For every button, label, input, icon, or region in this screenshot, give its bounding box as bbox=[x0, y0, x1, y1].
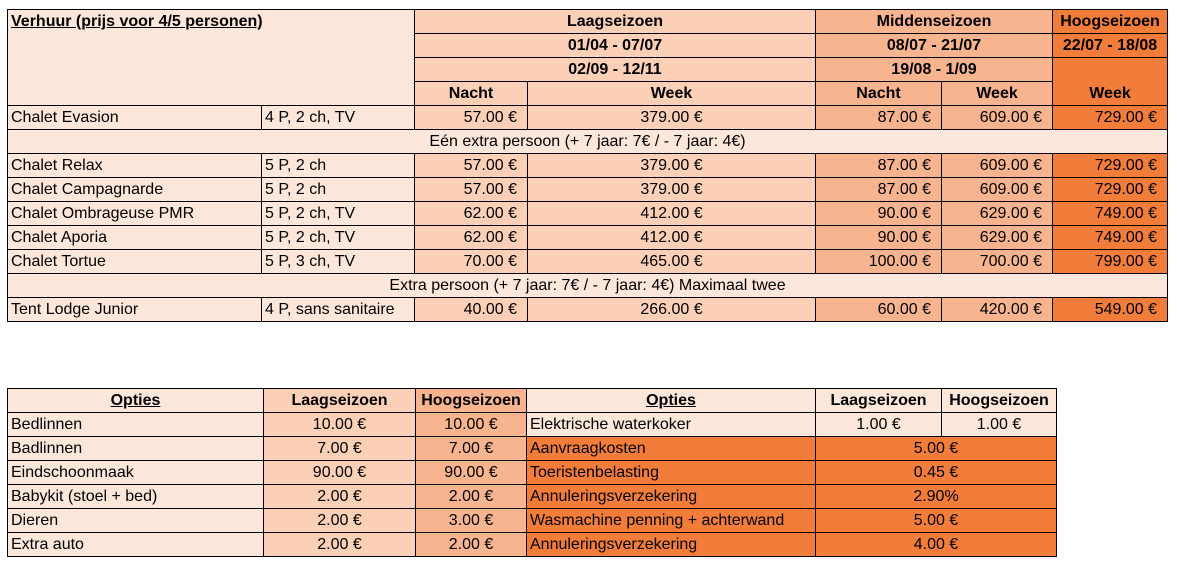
table-row bbox=[8, 413, 1057, 437]
low-week-price: 412.00 € bbox=[528, 226, 816, 250]
accommodation-desc: 5 P, 2 ch, TV bbox=[262, 226, 415, 250]
table-row bbox=[8, 437, 1057, 461]
option-name-right: Toeristenbelasting bbox=[527, 461, 816, 485]
option-high-price: 10.00 € bbox=[416, 413, 527, 437]
low-season-header: Laagseizoen bbox=[415, 10, 816, 34]
accommodation-name: Tent Lodge Junior bbox=[8, 298, 262, 322]
table-row bbox=[8, 298, 1168, 322]
mid-week-price: 420.00 € bbox=[942, 298, 1053, 322]
option-name: Extra auto bbox=[8, 533, 264, 557]
rental-title bbox=[8, 10, 415, 106]
high-week-price: 729.00 € bbox=[1053, 106, 1168, 130]
options-low-header-left: Laagseizoen bbox=[264, 389, 416, 413]
low-week-price: 412.00 € bbox=[528, 202, 816, 226]
mid-night-price: 90.00 € bbox=[816, 202, 942, 226]
table-row bbox=[8, 533, 1057, 557]
low-night-price: 70.00 € bbox=[415, 250, 528, 274]
options-header-right: Opties bbox=[527, 389, 816, 413]
low-week-price: 379.00 € bbox=[528, 178, 816, 202]
accommodation-name: Chalet Evasion bbox=[8, 106, 262, 130]
low-season-period-2: 02/09 - 12/11 bbox=[415, 58, 816, 82]
option-name: Bedlinnen bbox=[8, 413, 264, 437]
rental-price-table bbox=[7, 9, 1168, 322]
mid-week-header: Week bbox=[942, 82, 1053, 106]
option-value-right: 5.00 € bbox=[816, 509, 1057, 533]
options-high-header-right: Hoogseizoen bbox=[942, 389, 1057, 413]
mid-week-price: 609.00 € bbox=[942, 154, 1053, 178]
low-week-price: 379.00 € bbox=[528, 154, 816, 178]
mid-week-price: 629.00 € bbox=[942, 202, 1053, 226]
option-high-price: 3.00 € bbox=[416, 509, 527, 533]
low-night-price: 40.00 € bbox=[415, 298, 528, 322]
low-night-price: 62.00 € bbox=[415, 226, 528, 250]
accommodation-desc: 5 P, 2 ch, TV bbox=[262, 202, 415, 226]
options-high-header-left: Hoogseizoen bbox=[416, 389, 527, 413]
low-night-price: 57.00 € bbox=[415, 178, 528, 202]
option-low-price: 2.00 € bbox=[264, 533, 416, 557]
option-name-right: Annuleringsverzekering bbox=[527, 533, 816, 557]
low-week-price: 379.00 € bbox=[528, 106, 816, 130]
high-week-header: Week bbox=[1053, 58, 1168, 106]
high-week-price: 749.00 € bbox=[1053, 202, 1168, 226]
high-week-price: 549.00 € bbox=[1053, 298, 1168, 322]
option-name-right: Elektrische waterkoker bbox=[527, 413, 816, 437]
low-night-price: 62.00 € bbox=[415, 202, 528, 226]
rental-title-text: Verhuur (prijs voor 4/5 personen) bbox=[11, 13, 263, 30]
option-high-price: 2.00 € bbox=[416, 485, 527, 509]
extra-person-note: Eén extra persoon (+ 7 jaar: 7€ / - 7 jaar: 4€) bbox=[8, 130, 1168, 154]
option-name: Eindschoonmaak bbox=[8, 461, 264, 485]
option-name-right: Aanvraagkosten bbox=[527, 437, 816, 461]
accommodation-desc: 5 P, 2 ch bbox=[262, 154, 415, 178]
table-row bbox=[8, 461, 1057, 485]
mid-night-price: 90.00 € bbox=[816, 226, 942, 250]
mid-night-price: 60.00 € bbox=[816, 298, 942, 322]
low-week-header: Week bbox=[528, 82, 816, 106]
option-name: Dieren bbox=[8, 509, 264, 533]
table-row bbox=[8, 178, 1168, 202]
option-low-price: 90.00 € bbox=[264, 461, 416, 485]
accommodation-desc: 5 P, 2 ch bbox=[262, 178, 415, 202]
table-row bbox=[8, 250, 1168, 274]
accommodation-desc: 4 P, sans sanitaire bbox=[262, 298, 415, 322]
low-night-price: 57.00 € bbox=[415, 154, 528, 178]
table-row bbox=[8, 485, 1057, 509]
option-name-right: Annuleringsverzekering bbox=[527, 485, 816, 509]
option-name: Babykit (stoel + bed) bbox=[8, 485, 264, 509]
high-season-period-1: 22/07 - 18/08 bbox=[1053, 34, 1168, 58]
accommodation-name: Chalet Ombrageuse PMR bbox=[8, 202, 262, 226]
mid-season-header: Middenseizoen bbox=[816, 10, 1053, 34]
option-name: Badlinnen bbox=[8, 437, 264, 461]
option-name-right: Wasmachine penning + achterwand bbox=[527, 509, 816, 533]
mid-week-price: 609.00 € bbox=[942, 106, 1053, 130]
option-low-price: 10.00 € bbox=[264, 413, 416, 437]
option-value-right: 0.45 € bbox=[816, 461, 1057, 485]
option-low-price: 7.00 € bbox=[264, 437, 416, 461]
accommodation-name: Chalet Tortue bbox=[8, 250, 262, 274]
high-week-price: 729.00 € bbox=[1053, 154, 1168, 178]
table-row bbox=[8, 509, 1057, 533]
mid-week-price: 629.00 € bbox=[942, 226, 1053, 250]
high-season-header: Hoogseizoen bbox=[1053, 10, 1168, 34]
accommodation-desc: 5 P, 3 ch, TV bbox=[262, 250, 415, 274]
high-week-price: 799.00 € bbox=[1053, 250, 1168, 274]
mid-night-header: Nacht bbox=[816, 82, 942, 106]
options-table bbox=[7, 388, 1057, 557]
option-high-price: 90.00 € bbox=[416, 461, 527, 485]
high-week-price: 749.00 € bbox=[1053, 226, 1168, 250]
option-high-price: 2.00 € bbox=[416, 533, 527, 557]
option-low-price: 2.00 € bbox=[264, 509, 416, 533]
mid-night-price: 100.00 € bbox=[816, 250, 942, 274]
accommodation-name: Chalet Aporia bbox=[8, 226, 262, 250]
mid-season-period-1: 08/07 - 21/07 bbox=[816, 34, 1053, 58]
low-week-price: 266.00 € bbox=[528, 298, 816, 322]
table-row bbox=[8, 106, 1168, 130]
accommodation-name: Chalet Campagnarde bbox=[8, 178, 262, 202]
mid-week-price: 700.00 € bbox=[942, 250, 1053, 274]
table-row bbox=[8, 202, 1168, 226]
accommodation-desc: 4 P, 2 ch, TV bbox=[262, 106, 415, 130]
option-value-right: 2.90% bbox=[816, 485, 1057, 509]
option-low-price: 2.00 € bbox=[264, 485, 416, 509]
extra-person-note-max: Extra persoon (+ 7 jaar: 7€ / - 7 jaar: 4€) Maximaal twee bbox=[8, 274, 1168, 298]
low-season-period-1: 01/04 - 07/07 bbox=[415, 34, 816, 58]
mid-season-period-2: 19/08 - 1/09 bbox=[816, 58, 1053, 82]
option-low-price-right: 1.00 € bbox=[816, 413, 942, 437]
option-high-price: 7.00 € bbox=[416, 437, 527, 461]
option-value-right: 4.00 € bbox=[816, 533, 1057, 557]
table-row bbox=[8, 154, 1168, 178]
mid-night-price: 87.00 € bbox=[816, 154, 942, 178]
mid-night-price: 87.00 € bbox=[816, 178, 942, 202]
mid-week-price: 609.00 € bbox=[942, 178, 1053, 202]
options-header-left: Opties bbox=[8, 389, 264, 413]
low-night-header: Nacht bbox=[415, 82, 528, 106]
option-value-right: 5.00 € bbox=[816, 437, 1057, 461]
mid-night-price: 87.00 € bbox=[816, 106, 942, 130]
high-week-price: 729.00 € bbox=[1053, 178, 1168, 202]
options-low-header-right: Laagseizoen bbox=[816, 389, 942, 413]
accommodation-name: Chalet Relax bbox=[8, 154, 262, 178]
table-row bbox=[8, 226, 1168, 250]
low-night-price: 57.00 € bbox=[415, 106, 528, 130]
option-high-price-right: 1.00 € bbox=[942, 413, 1057, 437]
low-week-price: 465.00 € bbox=[528, 250, 816, 274]
